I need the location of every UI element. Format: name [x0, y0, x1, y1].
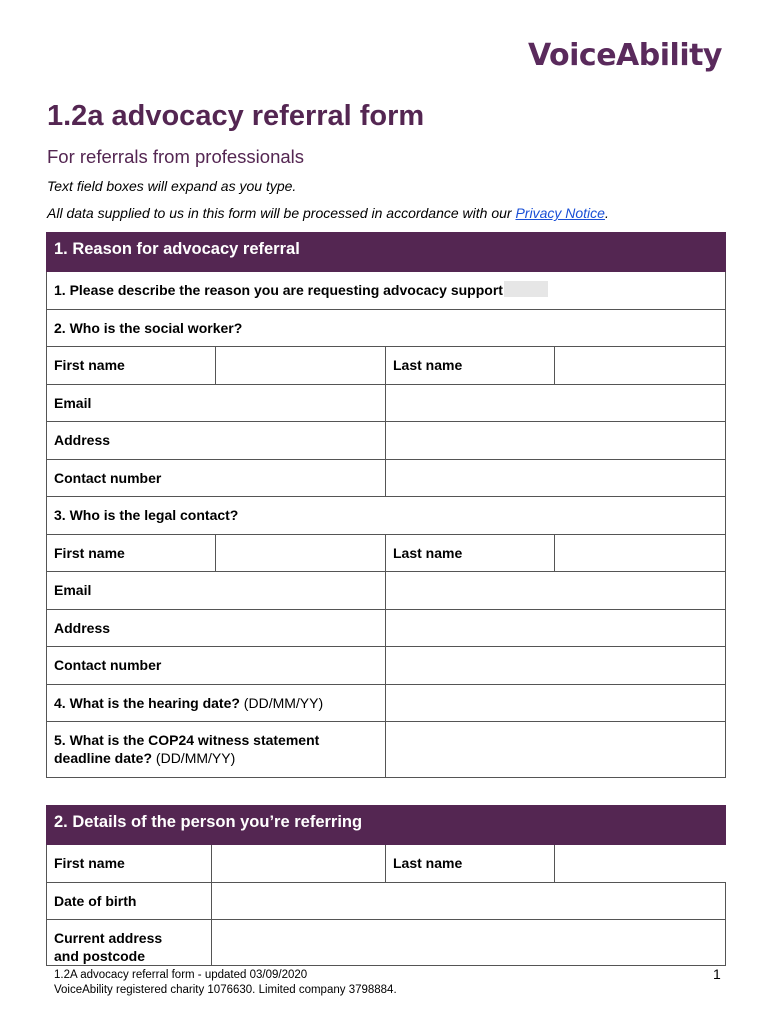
expand-note: Text field boxes will expand as you type. [47, 178, 297, 194]
reason-input-field[interactable] [504, 281, 548, 297]
dob-input[interactable] [212, 882, 726, 920]
cop24-date-format: (DD/MM/YY) [152, 750, 236, 766]
current-address-line2: and postcode [54, 948, 146, 964]
lc-contact-label: Contact number [47, 647, 386, 685]
current-address-line1: Current address [54, 930, 163, 946]
section-2-heading: 2. Details of the person you’re referring [47, 806, 726, 845]
footer-form-version: 1.2A advocacy referral form - updated 03/09/2020 [54, 969, 308, 981]
cop24-deadline-label [47, 722, 386, 778]
social-worker-question: 2. Who is the social worker? [47, 309, 726, 347]
footer-charity-info: VoiceAbility registered charity 1076630. Limited company 3798884. [54, 984, 397, 996]
privacy-notice-link[interactable]: Privacy Notice [515, 205, 605, 221]
lc-email-input[interactable] [386, 572, 726, 610]
data-processing-note [47, 205, 609, 221]
hearing-date-format: (DD/MM/YY) [239, 694, 324, 711]
cop24-question-line2: deadline date? [54, 750, 153, 766]
reason-for-referral-table [46, 232, 726, 778]
sw-address-label: Address [47, 422, 386, 460]
person-first-name-label: First name [47, 845, 212, 883]
sw-contact-input[interactable] [386, 459, 726, 497]
lc-first-name-label: First name [47, 534, 216, 572]
section-1-heading: 1. Reason for advocacy referral [47, 233, 726, 272]
reason-question[interactable] [47, 272, 726, 310]
lc-address-label: Address [47, 609, 386, 647]
cop24-deadline-input[interactable] [386, 722, 726, 778]
page-subtitle: For referrals from professionals [47, 146, 305, 167]
lc-first-name-input[interactable] [216, 534, 386, 572]
hearing-date-question: 4. What is the hearing date? [54, 694, 240, 711]
lc-last-name-label: Last name [386, 534, 555, 572]
legal-contact-question: 3. Who is the legal contact? [47, 497, 726, 535]
page-number: 1 [713, 966, 721, 982]
person-details-table [46, 805, 726, 966]
person-first-name-input[interactable] [212, 845, 386, 883]
sw-last-name-input[interactable] [555, 347, 726, 385]
data-note-suffix: . [604, 205, 609, 221]
data-note-text: All data supplied to us in this form will be processed in accordance with our [47, 205, 516, 221]
sw-email-label: Email [47, 384, 386, 422]
voiceability-logo: VoiceAbility [527, 38, 722, 73]
current-address-input[interactable] [212, 920, 726, 966]
sw-first-name-label: First name [47, 347, 216, 385]
hearing-date-input[interactable] [386, 684, 726, 722]
lc-last-name-input[interactable] [555, 534, 726, 572]
cop24-question-line1: 5. What is the COP24 witness statement [54, 732, 320, 748]
reason-question-label: 1. Please describe the reason you are requesting advocacy support [54, 282, 503, 298]
sw-email-input[interactable] [386, 384, 726, 422]
page-title: 1.2a advocacy referral form [47, 100, 425, 132]
current-address-label [47, 920, 212, 966]
person-last-name-label: Last name [386, 845, 555, 883]
lc-contact-input[interactable] [386, 647, 726, 685]
lc-email-label: Email [47, 572, 386, 610]
hearing-date-label [47, 684, 386, 722]
sw-first-name-input[interactable] [216, 347, 386, 385]
page-footer [54, 968, 397, 998]
lc-address-input[interactable] [386, 609, 726, 647]
sw-last-name-label: Last name [386, 347, 555, 385]
sw-address-input[interactable] [386, 422, 726, 460]
person-last-name-input[interactable] [555, 845, 726, 883]
dob-label: Date of birth [47, 882, 212, 920]
sw-contact-label: Contact number [47, 459, 386, 497]
